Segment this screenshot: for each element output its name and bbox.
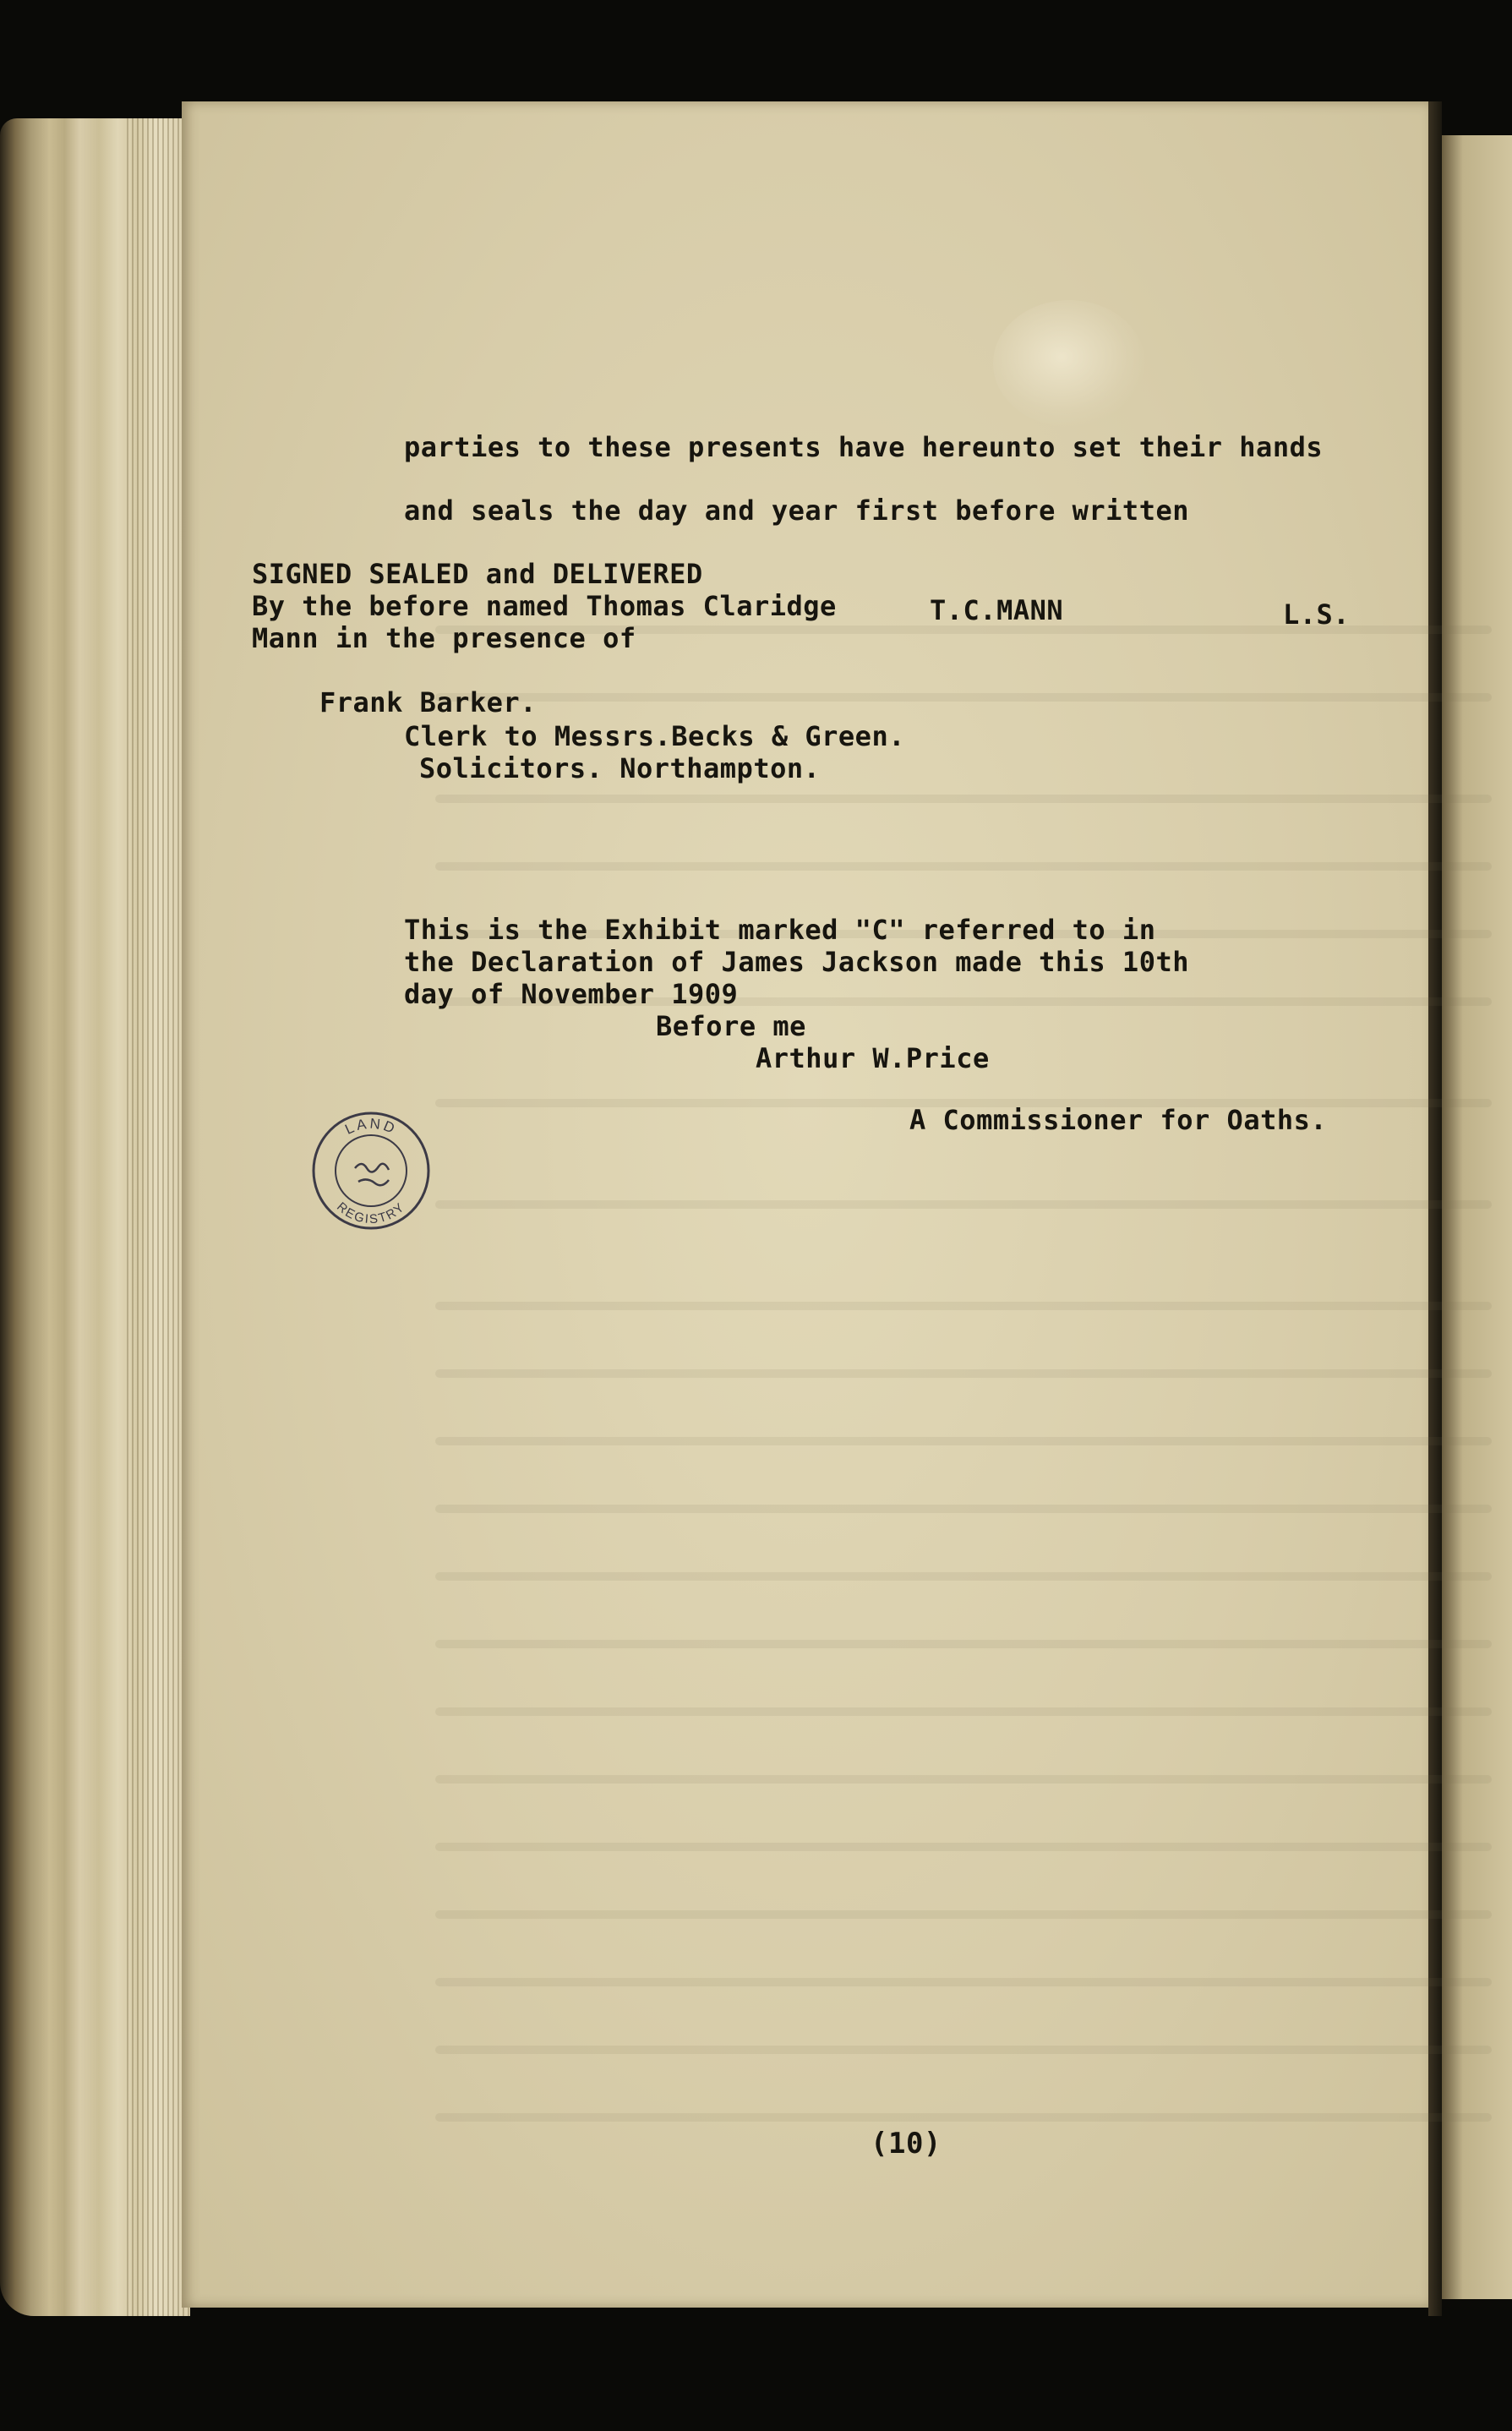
- show-through: [435, 2046, 1492, 2054]
- text-line-seals: and seals the day and year first before written: [404, 494, 1189, 527]
- show-through: [435, 1369, 1492, 1378]
- commissioner-title: A Commissioner for Oaths.: [909, 1104, 1328, 1136]
- presence-line: Mann in the presence of: [252, 622, 636, 654]
- show-through: [435, 1640, 1492, 1648]
- stamp-top-text: LAND: [342, 1115, 400, 1138]
- show-through: [435, 795, 1492, 803]
- show-through: [435, 1978, 1492, 1986]
- witness-solicitors: Solicitors. Northampton.: [419, 752, 821, 784]
- text-line-parties: parties to these presents have hereunto set their hands: [404, 431, 1324, 463]
- witness-name: Frank Barker.: [319, 686, 537, 718]
- exhibit-line-1: This is the Exhibit marked "C" referred to in: [404, 914, 1156, 946]
- show-through: [435, 1302, 1492, 1310]
- commissioner-name: Arthur W.Price: [756, 1042, 990, 1074]
- show-through: [435, 1910, 1492, 1919]
- show-through: [435, 1775, 1492, 1784]
- book-page-edges: [0, 118, 190, 2316]
- page-number: (10): [871, 2127, 942, 2161]
- signed-sealed-heading: SIGNED SEALED and DELIVERED: [252, 558, 703, 590]
- stamp-bottom-text: REGISTRY: [334, 1199, 408, 1227]
- witness-clerk: Clerk to Messrs.Becks & Green.: [404, 720, 905, 752]
- show-through: [435, 1200, 1492, 1209]
- exhibit-line-3: day of November 1909: [404, 978, 739, 1010]
- adjacent-page: [1442, 135, 1512, 2299]
- show-through: [435, 1707, 1492, 1716]
- by-named-line: By the before named Thomas Claridge: [252, 590, 837, 622]
- show-through: [435, 1572, 1492, 1581]
- show-through: [435, 1843, 1492, 1851]
- show-through: [435, 862, 1492, 871]
- show-through: [435, 693, 1492, 702]
- show-through: [435, 1505, 1492, 1513]
- exhibit-line-2: the Declaration of James Jackson made this 10th: [404, 946, 1189, 978]
- land-registry-stamp: [308, 1107, 434, 1234]
- svg-text:LAND: [342, 1116, 399, 1138]
- show-through: [435, 2113, 1492, 2122]
- show-through: [435, 1437, 1492, 1445]
- signature-tc-mann: T.C.MANN: [930, 594, 1064, 626]
- ls-seal-mark: L.S.: [1283, 598, 1351, 631]
- embossed-seal: [993, 300, 1145, 427]
- before-me: Before me: [656, 1010, 806, 1042]
